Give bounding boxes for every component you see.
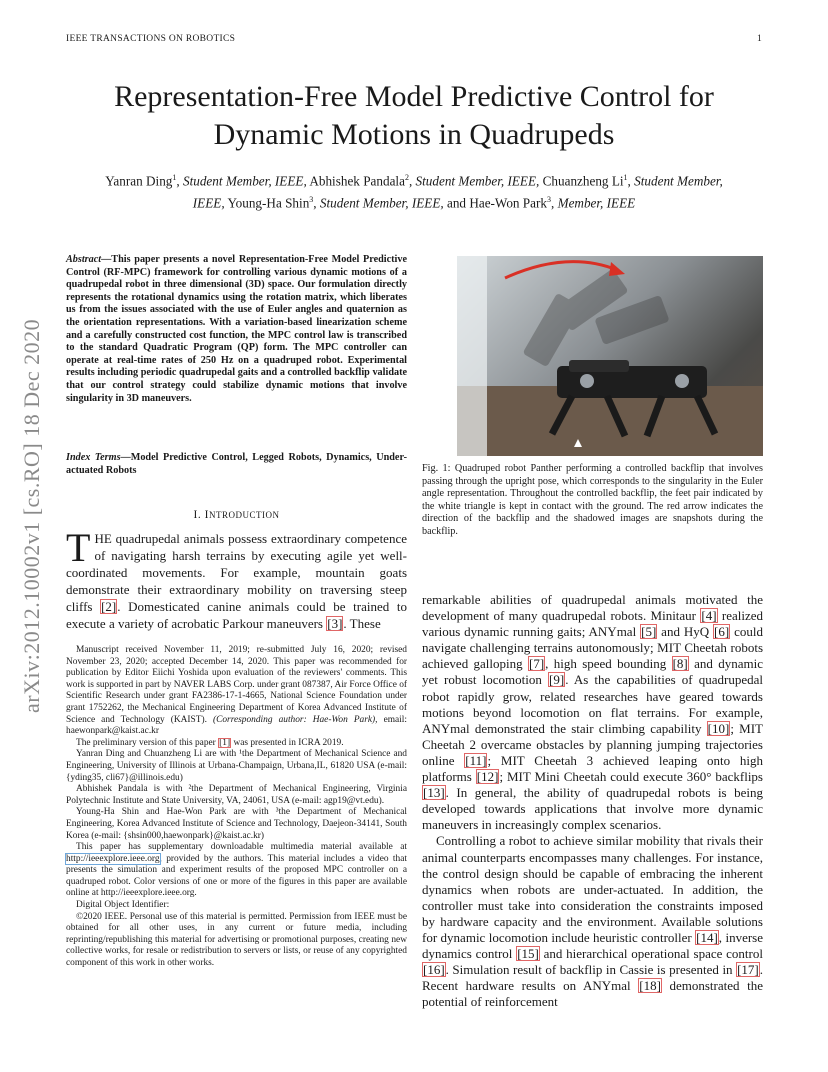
footnote-text: was presented in ICRA 2019. [231,737,344,748]
red-arrowhead-icon [609,262,625,276]
author-membership: Student Member, IEEE, [415,173,540,189]
citation-link[interactable]: [9] [549,672,565,688]
body-text: demonstrated the potential of reinforcement [422,978,763,1010]
title-line-1: Representation-Free Model Predictive Control for [114,80,714,113]
right-column-text [422,592,763,1010]
footnote-text: This paper has supplementary downloadable multimedia material available at [76,842,407,853]
footnote: Yanran Ding and Chuanzheng Li are with ¹the Department of Mechanical Science and Engineering, University of Illinois at Urbana-Champaign, Urbana,IL, 61820 USA (e-mail: {yding35, cli67}@illinois.edu) [66,749,407,783]
index-terms-text: —Model Predictive Control, Legged Robots, Dynamics, Under-actuated Robots [66,452,407,476]
body-text: . Recent hardware results on ANYmal [422,962,763,994]
body-text: realized various dynamic running gaits; ANYmal [422,608,763,640]
index-terms [66,452,407,477]
footnote-italic: (Corresponding author: Hae-Won Park), [212,714,378,725]
body-text: , high speed bounding [545,656,672,672]
footnote [66,842,407,900]
footnote-text: The preliminary version of this paper [76,737,219,748]
footnote [66,738,407,750]
citation-link[interactable]: [3] [327,616,343,631]
body-text: . In general, the ability of quadrupedal robots is being developed towards applications that involve more dynamic maneuvers in increasingly complex scenarios. [422,785,763,833]
body-text: Controlling a robot to achieve similar mobility that rivals their animal counterparts encompasses many challenges. For instance, the control design should be capable of embracing the inherent dynamics when robots are under-actuated. In addition, the controller must take into consideration the constraints imposed by hardware capacity and the environment. Available solutions for dynamic locomotion include heuristic controller [422,833,763,945]
citation-link[interactable]: [11] [465,752,487,768]
paragraph [422,833,763,1010]
author-membership: Student Member, IEEE, [192,173,723,211]
arxiv-stamp: arXiv:2012.10002v1 [cs.RO] 18 Dec 2020 [19,318,44,713]
citation-link[interactable]: [10] [707,720,730,736]
author-membership: Student Member, IEEE, [319,195,444,211]
body-text: and HyQ [657,624,714,640]
paragraph [422,592,763,833]
author-membership: Member, IEEE [557,195,636,211]
affiliation-mark: 2 [404,173,409,182]
citation-link[interactable]: [6] [714,624,730,640]
citation-link[interactable]: [18] [639,978,661,994]
title-line-2: Dynamic Motions in Quadrupeds [213,118,615,151]
body-text: . These [343,616,381,631]
affiliation-mark: 1 [172,173,177,182]
intro-paragraph [66,525,407,632]
citation-link[interactable]: [8] [672,656,688,672]
citation-link[interactable]: [16] [423,962,445,978]
body-text: and dynamic yet robust locomotion [422,656,763,688]
body-text: HE quadrupedal animals possess extraordinary competence of navigating harsh terrains by executing agile yet well-coordinated movements. For example, mountain goats demonstrate their extraordinary mobility on traversing steep cliffs [66,531,407,614]
citation-link[interactable]: [7] [528,656,545,672]
body-text: . Domesticated canine animals could be trained to execute a variety of acrobatic Parkour maneuvers [66,599,407,631]
abstract-text: —This paper presents a novel Representation-Free Model Predictive Control (RF-MPC) framework for controlling various dynamic motions of a quadrupedal robot in three dimensional (3D) space. Our formulation directly represents the rotational dynamics using the rotation matrix, which liberates us from the issues associated with the use of Euler angles and quaternion as the orientation representations. With a variation-based linearization scheme and a carefully constructed cost function, the MPC control law is transcribed to the standard Quadratic Program (QP) form. The MPC controller can operate at real-time rates of 250 Hz on a quadruped robot. Experimental results including periodic quadrupedal gaits and a controlled backflip validate that our control strategy could stabilize dynamic motions that involve singularity in 3D maneuvers. [66,254,407,404]
citation-link[interactable]: [5] [641,624,657,640]
citation-link[interactable]: [2] [101,599,117,614]
drop-cap: T [66,525,91,570]
footnote: Young-Ha Shin and Hae-Won Park are with ³the Department of Mechanical Engineering, Korea Advanced Institute of Science and Technology, Daejeon-34141, South Korea (e-mail: {shsin000,haewonpark}@kaist.ac.kr) [66,807,407,841]
citation-link[interactable]: [4] [701,608,717,624]
footnotes [66,645,407,970]
footnote: Digital Object Identifier: [76,900,170,911]
author-name: Hae-Won Park [469,195,547,211]
section-heading [66,509,407,521]
footnote [66,645,407,738]
body-text: ; MIT Cheetah 2 overcame obstacles by planning jumping trajectories online [422,720,763,768]
affiliation-mark: 3 [546,195,551,205]
paper-title [0,78,828,154]
footnote-text: Manuscript received November 11, 2019; re-submitted July 16, 2020; revised November 23, 2020; accepted December 14, 2020. This paper was recommended for publication by Editor Eiichi Yoshida upon evaluation of the reviewers' comments. This work is supported in part by NAVER LABS Corp. under grant 087387, Air Force Office of Scientific Research under grant FA2386-17-1-4665, National Science Foundation under grant 1752262, the Mechanical Engineering Department of Korea Advanced Institute of Science and Technology (KAIST). [66,645,408,725]
section-title-initial: I [204,509,209,521]
body-text: could navigate challenging terrains autonomously; MIT Cheetah robots achieved galloping [422,624,764,672]
author-list: Yanran Ding$^1$, Student Member, IEEE, Abhishek Pandala$^2$, Student Member, IEEE, Chuanzheng Li$^1$, Student Member, IEEE, Young-Ha Shin$^3$, Student Member, IEEE, and Hae-Won Park$^3$, Member, IEEE [105,173,723,211]
page-number: 1 [757,34,763,44]
figure-photo [457,256,763,456]
body-text: . As the capabilities of quadrupedal robot rapidly grow, related researches have geared towards motions beyond locomotion on flat terrains. For example, ANYmal demonstrated the stair climbing capability [422,672,764,736]
footnote: ©2020 IEEE. Personal use of this material is permitted. Permission from IEEE must be obtained for all other uses, in any current or future media, including reprinting/republishing this material for advertising or promotional purposes, creating new collective works, for resale or redistribution to servers or lists, or reuse of any copyrighted component of this work in other works. [66,911,407,969]
citation-link[interactable]: [14] [696,929,718,945]
footnote-text: , provided by the authors. This material includes a video that presents the simulation and experiment results of the proposed MPC controller on a quadruped robot. Color versions of one or more of the figures in this paper are available online at http://ieeexplore.ieee.org. [66,853,407,899]
author-membership: Student Member, IEEE, [182,173,307,189]
figure-caption: Fig. 1: Quadruped robot Panther performing a controlled backflip that involves passing through the upright pose, which corresponds to the singularity in the Euler angle representation. Throughout the controlled backflip, the feet pair indicated by the white triangle is kept in contact with the ground. The red arrow indicates the direction of the backflip and the shadowed images are snapshots during the backflip. [422,463,763,537]
author-conjunction: and [446,195,467,211]
body-text: . Simulation result of backflip in Cassie is presented in [445,962,737,978]
citation-link[interactable]: [12] [476,769,499,785]
citation-link[interactable]: [13] [423,785,445,801]
citation-link[interactable]: [15] [517,946,539,962]
index-terms-label: Index Terms [66,452,121,463]
ieeexplore-link[interactable]: http://ieeexplore.ieee.org [66,853,160,864]
footnote-text: email: haewonpark@kaist.ac.kr [66,714,407,737]
section-number: I. [193,509,202,521]
body-text: remarkable abilities of quadrupedal animals motivated the development of many quadrupedal robots. Minitaur [422,592,763,624]
footnote: Abhishek Pandala is with ²the Department of Mechanical Engineering, Virginia Polytechnic Institute and State University, VA, 24061, USA (e-mail: agp19@vt.edu). [66,784,407,806]
citation-link[interactable]: [1] [219,737,231,748]
red-arrow-icon [505,262,617,278]
abstract [66,254,407,405]
ghost-snapshots [522,268,669,367]
backflip-photo [457,256,763,456]
window-light [457,256,487,456]
author-name: Abhishek Pandala [309,173,405,189]
section-title-rest: NTRODUCTION [208,510,280,520]
journal-header: IEEE TRANSACTIONS ON ROBOTICS [66,34,236,44]
body-text: and hierarchical operational space control [539,946,763,962]
author-name: Yanran Ding [105,173,173,189]
body-text: ; MIT Cheetah 3 achieved leaping onto high platforms [422,752,763,785]
citation-link[interactable]: [17] [737,962,759,978]
affiliation-mark: 1 [623,173,628,182]
author-name: Chuanzheng Li [542,173,624,189]
abstract-label: Abstract [66,254,102,265]
body-text: ; MIT Mini Cheetah could execute 360° backflips [499,769,763,785]
author-name: Young-Ha Shin [227,195,310,211]
affiliation-mark: 3 [309,195,314,205]
body-text: , inverse dynamics control [422,929,763,962]
